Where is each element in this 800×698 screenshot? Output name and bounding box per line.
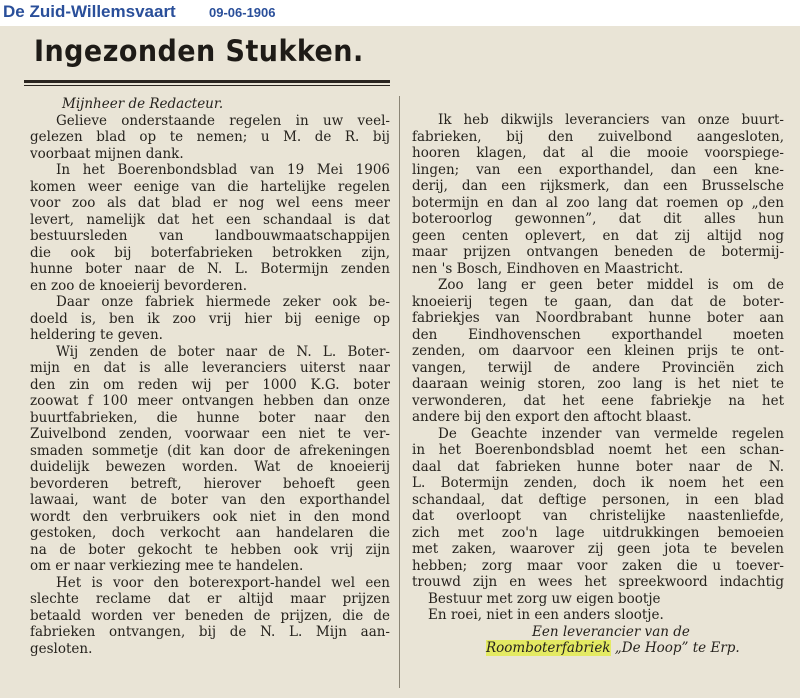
text-line: buurtfabrieken, die hunne boter naar den [30,409,390,426]
text-line: hebben; zorg maar voor zaken die u toever- [412,557,784,574]
text-line: voor zoo als dat blad er nog wel eens meer [30,195,390,211]
text-line: Wij zenden de boter naar de N. L. Boter- [56,343,390,360]
poem-line: Bestuur met zorg uw eigen bootje [428,590,661,607]
text-line: Ik heb dikwijls leveranciers van onze buurt- [438,112,784,128]
text-line: wordt den verbruikers ook niet in den mond [30,508,390,525]
headline-rule-thin [24,85,390,86]
salutation: Mijnheer de Redacteur. [62,96,224,112]
publication-date: 09-06-1906 [209,5,276,20]
text-line: derij, dan een rijksmerk, dan een Brusselsche [412,178,784,194]
text-line: bestuursleden van landbouwmaatschappijen [30,228,390,244]
text-line: boteroorlog gewonnen”, dat dit alles hun [412,211,784,227]
newspaper-title: De Zuid-Willemsvaart [3,2,176,21]
text-line: trouwd zijn en wees het spreekwoord indachtig [412,574,784,590]
text-line: fabriekjes van Noordbrabant hunne boter aan [412,310,784,326]
text-line: L. Botermijn zenden, doch ik noem het een [412,475,784,491]
column-right-body [412,112,784,591]
signature-line: Een leverancier van de [532,623,690,640]
poem-line: En roei, niet in een anders slootje. [428,607,664,623]
text-line: zich met zoo'n lage uitdrukkingen bemoeien [412,524,784,541]
column-divider [399,96,400,688]
text-line: met zaken, waarover zij geen jota te bevelen [412,541,784,557]
highlighted-term: Roomboterfabriek [486,640,611,656]
text-line: zenden, om daarvoor een kleinen prijs te ont- [412,343,784,359]
text-line: andere bij den export den aftocht blaast. [412,409,692,425]
text-line: fabrieken, bij den zuivelbond aangesloten, [412,128,784,145]
signature-company [412,640,784,657]
text-line: gesloten. [30,640,93,657]
masthead [0,0,800,26]
headline-rule-thick [24,80,390,83]
text-line: lingen; van een exporthandel, dan een kne- [412,161,784,178]
text-line: lawaai, want de boter van den exporthandel [30,492,390,508]
text-line: den Eindhovenschen exporthandel moeten [412,326,784,343]
column-left-body [30,113,390,658]
text-line: doeld is, ben ik zoo vrij hier bij eenige op [30,310,390,327]
text-line: De Geachte inzender van vermelde regelen [438,425,784,442]
text-line: hunne boter naar de N. L. Botermijn zenden [30,261,390,277]
text-line: In het Boerenbondsblad van 19 Mei 1906 [56,162,390,178]
newspaper-clipping [0,26,800,698]
text-line: hooren klagen, dat al die mooie voorspiege- [412,145,784,161]
text-line: betaald worden ver beneden de prijzen, die de [30,607,390,624]
text-line: zoowat f 100 meer ontvangen hebben dan onze [30,393,390,409]
text-line: botermijn en dan al zoo lang dat roemen op „den [412,194,784,211]
text-line: den zin om reden wij per 1000 K.G. boter [30,376,390,393]
text-line: Het is voor den boterexport-handel wel een [56,574,390,591]
text-line: geen centen oplevert, en dat zij altijd nog [412,227,784,244]
text-line: gestoken, doch verkocht aan handelaren die [30,525,390,541]
text-line: in het Boerenbondsblad noemt het een schan- [412,442,784,458]
text-line: verwonderen, dat het eene fabriekje na het [412,392,784,409]
text-line: na de boter gekocht te hebben ook vrij zijn [30,541,390,558]
text-line: om er naar verkiezing mee te handelen. [30,558,304,574]
text-line: vangen, terwijl de andere Provinciën zich [412,359,784,376]
text-line: Zoo lang er geen beter middel is om de [438,277,784,293]
text-line: Zuivelbond zenden, voorwaar een niet te ver- [30,426,390,442]
text-line: daal dat fabrieken hunne boter naar de N. [412,458,784,475]
text-line: slechte reclame dat er altijd maar prijzen [30,591,390,607]
text-line: komen weer eenige van die hartelijke regelen [30,178,390,195]
text-line: duidelijk bewezen worden. Wat de knoeierij [30,459,390,475]
text-line: die ook bij boterfabrieken betrokken zijn, [30,244,390,261]
article-column-left [30,96,390,657]
article-headline: Ingezonden Stukken. [34,34,364,68]
text-line: voorbaat mijnen dank. [30,145,184,162]
text-line: en zoo de knoeierij bevorderen. [30,277,248,294]
article-column-right [412,112,784,657]
text-line: knoeierij tegen te gaan, dan dat de boter- [412,293,784,310]
text-line: fabrieken ontvangen, bij de N. L. Mijn aan- [30,624,390,640]
text-line: levert, namelijk dat het een schandaal is dat [30,211,390,228]
text-line: gelezen blad op te nemen; u M. de R. bij [30,129,390,145]
text-line: schandaal, dat deftige personen, in een blad [412,491,784,508]
text-line: nen 's Bosch, Eindhoven en Maastricht. [412,260,684,277]
text-line: daaraan weinig storen, zoo lang is het niet te [412,376,784,392]
text-line: Gelieve onderstaande regelen in uw veel- [56,112,390,129]
text-line: heldering te geven. [30,327,163,343]
text-line: mijn en dat is alle leveranciers uiterst naar [30,360,390,376]
text-line: Daar onze fabriek hiermede zeker ook be- [56,294,390,310]
signature-rest: „De Hoop” te Erp. [610,640,740,656]
text-line: bevorderen betreft, hierover behoeft geen [30,475,390,492]
text-line: dat overloopt van christelijke naastenliefde, [412,508,784,524]
text-line: maar prijzen ontvangen beneden de botermij- [412,244,784,260]
text-line: smaden sommetje (dit kan door de afrekeningen [30,442,390,459]
